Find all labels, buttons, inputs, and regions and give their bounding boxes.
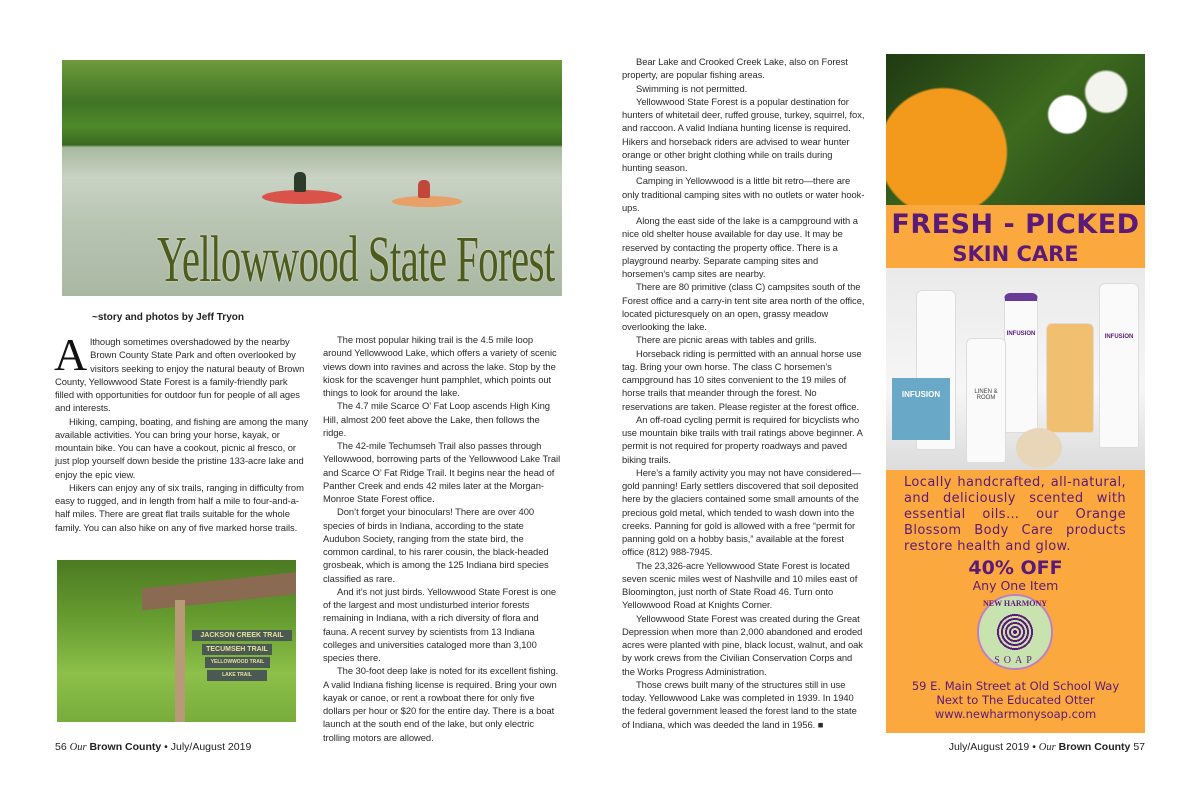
trail-sign: LAKE TRAIL [207, 670, 267, 681]
article-title: Yellowwood State Forest [157, 223, 555, 296]
paragraph: Horseback riding is permitted with an annual horse use tag. Bring your own horse. The class C horsemen’s campground has 10 sites convenient to the 19 miles of horse trails that meander through the forest. No reservations are taken. Please register at the forest office. [622, 347, 862, 412]
column-2 [323, 333, 561, 744]
post [175, 600, 185, 722]
page-number: 57 [1133, 741, 1145, 753]
issue-date: July/August 2019 [948, 741, 1030, 753]
issue-date: July/August 2019 [170, 741, 252, 753]
shelter-roof [142, 572, 296, 611]
paragraph: An off-road cycling permit is required for bicyclists who use mountain bike trails with trail ratings above beginner. A permit is not required for property roadways and paved biking trails. [622, 413, 863, 465]
bath-bomb [1016, 428, 1062, 468]
trail-sign: TECUMSEH TRAIL [202, 644, 272, 655]
product-pump [1046, 323, 1094, 433]
paragraph: Although sometimes overshadowed by the nearby Brown County State Park and often overlooked by visitors seeking to enjoy the natural beauty of Brown County, Yellowwood State Forest is a family-friendly park filled with opportunities for outdoor fun for people of all ages and interests. [54, 329, 305, 414]
paragraph: Here’s a family activity you may not have considered—gold panning! Early settlers discovered that soil deposited here by the glaciers contained some small amounts of the precious gold metal, which tended to wash down into the creeks. Panning for gold is allowed with a free “permit for panning gold on a hobby basis,” available at the forest office (812) 988-7945. [622, 466, 861, 558]
footer-right: July/August 2019 • Our Brown County 57 [948, 741, 1145, 753]
orange-blossom-photo [886, 54, 1145, 205]
products-photo [886, 268, 1145, 470]
trail-sign-photo [57, 560, 296, 722]
paragraph: The most popular hiking trail is the 4.5 mile loop around Yellowwood Lake, which offers a variety of scenic views down into ravines and across the lake. Stop by the kiosk for the scavenger hunt pamphlet, which points out things to look for around the lake. [323, 334, 557, 398]
column-3 [622, 55, 865, 731]
product-box: INFUSION [892, 378, 950, 440]
kayaker [294, 172, 306, 192]
pub-name: Brown County [1058, 741, 1131, 753]
pub-script: Our [1038, 742, 1056, 753]
website-link[interactable]: www.newharmonysoap.com [934, 707, 1097, 721]
paragraph: The 30-foot deep lake is noted for its excellent fishing. A valid Indiana fishing license is required. Bring your own kayak or canoe, or rent a rowboat there for only five dollars per hour or $20 for the entire day. There is a boat launch at the south end of the lake, but only electric trolling motors are allowed. [323, 665, 559, 743]
footer-left: 56 Our Brown County • July/August 2019 [55, 741, 252, 753]
ad-headline-line1: FRESH - PICKED [891, 209, 1140, 240]
paragraph: The 42-mile Techumseh Trail also passes through Yellowwood, borrowing parts of the Yellowwood Lake Trail and Scarce O’ Fat Ridge Trail. It begins near the head of Panther Creek and ends 42 miles later at the Morgan-Monroe State Forest office. [323, 440, 561, 504]
product-bottle: INFUSION [1099, 283, 1139, 448]
drop-cap: A [54, 329, 88, 380]
paragraph: The 23,326-acre Yellowwood State Forest is located seven scenic miles west of Nashville and 10 miles east of Bloomington, just north of State Road 46. Turn onto Yellowwood Road at Knights Corner. [622, 559, 858, 611]
paragraph: Bear Lake and Crooked Creek Lake, also on Forest property, are popular fishing areas. [622, 56, 848, 81]
labyrinth-icon [996, 613, 1034, 651]
paragraph: Camping in Yellowwood is a little bit retro—there are only traditional camping sites with no outlets or water hook-ups. [622, 175, 865, 213]
address-line1: 59 E. Main Street at Old School Way [911, 679, 1120, 693]
paragraph: Don’t forget your binoculars! There are over 400 species of birds in Indiana, according to the state Audubon Society, ranging from the state bird, the common cardinal, to his rarer cousin, the black-headed grosbeak, which is among the 125 Indiana bird species classified as rare. [323, 506, 549, 584]
new-harmony-soap-logo: NEW HARMONY SOAP [977, 594, 1053, 670]
ad-offer: 40% OFF [968, 557, 1063, 579]
pub-script: Our [69, 742, 87, 753]
kayak-red [262, 190, 342, 204]
column-1 [54, 329, 309, 534]
soap-advertisement[interactable] [886, 54, 1145, 733]
product-bottle: INFUSION [1004, 293, 1038, 433]
ad-copy: Locally handcrafted, all-natural, and deliciously scented with essential oils… our Orange Blossom Body Care products restore health and glow. [904, 475, 1126, 554]
ad-address [886, 679, 1145, 721]
paragraph: And it’s not just birds. Yellowwood State Forest is one of the largest and most undisturbed interior forests remaining in Indiana, with a rich diversity of flora and fauna. A recent survey by scientists from 13 Indiana colleges and universities cataloged more than 3,100 species there. [323, 585, 557, 663]
byline: ~story and photos by Jeff Tryon [92, 312, 244, 323]
paragraph: Yellowwood State Forest is a popular destination for hunters of whitetail deer, ruffed grouse, turkey, squirrel, fox, and raccoon. A valid Indiana hunting license is required. Hikers and horseback riders are advised to wear hunter orange or other bright clothing while on trails during hunting season. [622, 95, 865, 173]
ad-offer-sub: Any One Item [972, 578, 1059, 593]
pub-name: Brown County [89, 741, 162, 753]
paragraph: Yellowwood State Forest was created during the Great Depression when more than 2,000 abandoned and eroded acres were planted with pine, black locust, walnut, and oak by work crews from the Civilian Conservation Corps and the Works Progress Administration. [622, 612, 863, 677]
ad-headline [886, 205, 1145, 268]
paragraph: Hikers can enjoy any of six trails, ranging in difficulty from easy to rugged, and in length from half a mile to four-and-a-half miles. There are great flat trails suitable for the whole family. You can also hike on any of five marked horse trails. [55, 481, 304, 533]
product-bottle: LINEN & ROOM [966, 338, 1006, 463]
paragraph: The 4.7 mile Scarce O’ Fat Loop ascends High King Hill, almost 200 feet above the Lake, then follows the ridge. [323, 400, 550, 438]
kayaker [418, 180, 430, 198]
page-number: 56 [55, 741, 67, 753]
paragraph: Along the east side of the lake is a campground with a nice old shelter house available for day use. It may be reserved by contacting the property office. There is a playground nearby. Separate camping sites and horsemen’s camp sites are nearby. [622, 215, 858, 279]
paragraph: Hiking, camping, boating, and fishing are among the many available activities. You can bring your horse, kayak, or mountain bike. You can have a cookout, picnic al fresco, or just plop yourself down beside the pristine 133-acre lake and enjoy the epic view. [55, 415, 309, 480]
paragraph: There are 80 primitive (class C) campsites south of the Forest office and a carry-in tent site area north of the office, located picturesquely on an open, grassy meadow overlooking the lake. [622, 281, 865, 332]
paragraph: Swimming is not permitted. [636, 82, 748, 94]
trail-sign: JACKSON CREEK TRAIL [192, 630, 292, 641]
paragraph: There are picnic areas with tables and grills. [636, 334, 817, 346]
paragraph: Those crews built many of the structures still in use today. Yellowwood Lake was completed in 1939. In 1940 the federal government leased the forest land to the state of Indiana, which was deeded the land in 1956. ■ [622, 678, 857, 730]
address-line2: Next to The Educated Otter [936, 693, 1095, 707]
trail-sign: YELLOWWOOD TRAIL [205, 657, 270, 668]
ad-headline-line2: SKIN CARE [952, 242, 1079, 266]
